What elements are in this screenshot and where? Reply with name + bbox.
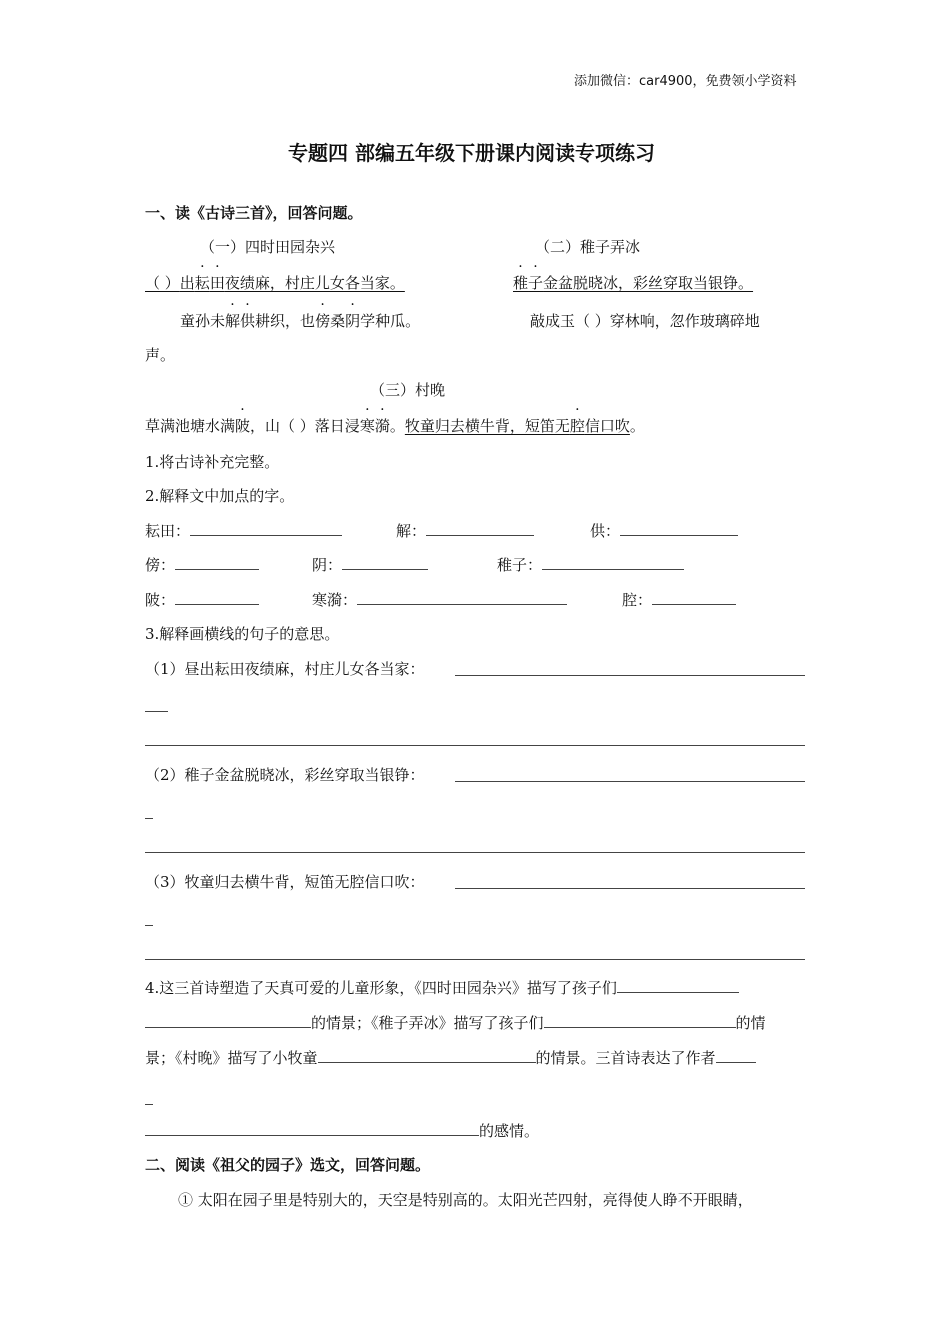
dotted-char: 陂	[235, 417, 251, 435]
poem-text: 牧童归去横牛背，短笛无	[404, 417, 570, 435]
answer-bei	[145, 590, 259, 610]
answer-line[interactable]	[455, 781, 805, 782]
question-4-line-3	[145, 1048, 756, 1068]
answer-label: 阴：	[312, 556, 343, 574]
answer-bang	[145, 555, 259, 575]
poem-text: 学种瓜。	[360, 312, 421, 330]
answer-blank[interactable]	[175, 590, 259, 605]
poem-2-line-1	[513, 273, 753, 293]
answer-yuntian	[145, 521, 342, 541]
poem-1-line-1	[145, 273, 405, 293]
poem-3-line	[145, 416, 645, 436]
underlined-sentence	[405, 417, 630, 435]
header-note: 添加微信：car4900，免费领小学资料	[574, 74, 797, 89]
answer-line-stub	[145, 1104, 153, 1105]
question-4-line-1	[145, 978, 739, 998]
q3-item-1: （1）昼出耘田夜绩麻，村庄儿女各当家：	[145, 660, 425, 678]
poem-1-title: （一）四时田园杂兴	[200, 238, 336, 256]
question-text: 的情	[735, 1014, 766, 1032]
poem-text: 耕织，也	[255, 312, 316, 330]
page-title: 专题四 部编五年级下册课内阅读专项练习	[288, 141, 655, 165]
answer-label: 傍：	[145, 556, 176, 574]
answer-blank[interactable]	[357, 590, 567, 605]
answer-line[interactable]	[145, 852, 805, 853]
dotted-char: 耘	[194, 274, 210, 292]
answer-line-stub	[145, 818, 153, 819]
answer-blank[interactable]	[318, 1048, 536, 1063]
answer-label: 供：	[590, 522, 621, 540]
poem-text: 信口吹	[584, 417, 630, 435]
poem-1-line-2	[180, 311, 420, 331]
dotted-char: 田	[209, 274, 225, 292]
dotted-char: 阴	[345, 312, 361, 330]
answer-jie	[396, 521, 534, 541]
answer-blank[interactable]	[145, 1121, 479, 1136]
poem-text: 夜绩麻，村庄儿女各当家。	[224, 274, 405, 292]
question-text: 的情景。三首诗表达了作者	[535, 1049, 716, 1067]
q3-item-2: （2）稚子金盆脱晓冰，彩丝穿取当银铮：	[145, 766, 425, 784]
answer-blank[interactable]	[652, 590, 736, 605]
answer-label: 耘田：	[145, 522, 191, 540]
section-2-paragraph-1: ① 太阳在园子里是特别大的，天空是特别高的。太阳光芒四射，亮得使人睁不开眼睛，	[178, 1191, 753, 1209]
poem-text: 草满池塘水满	[145, 417, 236, 435]
answer-line-stub	[145, 925, 153, 926]
answer-blank[interactable]	[620, 521, 738, 536]
q3-item-3: （3）牧童归去横牛背，短笛无腔信口吹：	[145, 873, 425, 891]
poem-text: 童孙未	[180, 312, 226, 330]
question-4-line-2	[145, 1013, 766, 1033]
answer-zhizi	[497, 555, 684, 575]
poem-2-line-2: 敲成玉（ ）穿林响，忽作玻璃碎地	[530, 312, 760, 330]
poem-2-title: （二）稚子弄冰	[535, 238, 641, 256]
answer-label: 陂：	[145, 591, 176, 609]
poem-3-title: （三）村晚	[370, 381, 446, 399]
answer-hanyi	[312, 590, 567, 610]
dotted-char: 寒	[359, 417, 375, 435]
question-text: 的感情。	[479, 1122, 540, 1140]
answer-line[interactable]	[145, 959, 805, 960]
dotted-char: 稚	[513, 274, 529, 292]
answer-label: 腔：	[622, 591, 653, 609]
answer-label: 解：	[396, 522, 427, 540]
question-2: 2.解释文中加点的字。	[145, 487, 295, 505]
dotted-char: 子	[528, 274, 544, 292]
question-4-line-4	[145, 1121, 539, 1141]
answer-line[interactable]	[145, 745, 805, 746]
section-1-heading: 一、读《古诗三首》，回答问题。	[145, 204, 363, 222]
question-3: 3.解释画横线的句子的意思。	[145, 625, 340, 643]
poem-text: 。	[629, 417, 645, 435]
poem-text: 。	[389, 417, 405, 435]
answer-label: 寒漪：	[312, 591, 358, 609]
question-text: 景；《村晚》描写了小牧童	[145, 1049, 318, 1067]
question-text: 4.这三首诗塑造了天真可爱的儿童形象，《四时田园杂兴》描写了孩子们	[145, 979, 617, 997]
dotted-char: 傍	[315, 312, 331, 330]
dotted-char: 供	[240, 312, 256, 330]
poem-text: 出	[179, 274, 195, 292]
answer-line-stub	[145, 711, 168, 712]
section-2-heading: 二、阅读《祖父的园子》选文，回答问题。	[145, 1156, 431, 1174]
answer-blank[interactable]	[542, 555, 684, 570]
poem-text: 金盆脱晓冰，彩丝穿取当银铮。	[543, 274, 754, 292]
dotted-char: 腔	[569, 417, 585, 435]
dotted-char: 漪	[374, 417, 390, 435]
answer-gong	[590, 521, 738, 541]
answer-blank[interactable]	[617, 978, 739, 993]
poem-2-line-2-cont: 声。	[145, 346, 176, 364]
answer-yin	[312, 555, 428, 575]
question-1: 1.将古诗补充完整。	[145, 453, 280, 471]
poem-text: 桑	[330, 312, 346, 330]
question-text: 的情景；《稚子弄冰》描写了孩子们	[311, 1014, 544, 1032]
answer-blank[interactable]	[716, 1048, 756, 1063]
answer-line[interactable]	[455, 888, 805, 889]
poem-text: ，山（ ）落日浸	[250, 417, 360, 435]
answer-blank[interactable]	[342, 555, 428, 570]
answer-label: 稚子：	[497, 556, 543, 574]
answer-line[interactable]	[455, 675, 805, 676]
answer-blank[interactable]	[544, 1013, 736, 1028]
answer-blank[interactable]	[426, 521, 534, 536]
answer-blank[interactable]	[175, 555, 259, 570]
dotted-char: 解	[225, 312, 241, 330]
blank-paren: （ ）	[145, 274, 180, 292]
answer-blank[interactable]	[190, 521, 342, 536]
answer-qiang	[622, 590, 736, 610]
answer-blank[interactable]	[145, 1013, 311, 1028]
